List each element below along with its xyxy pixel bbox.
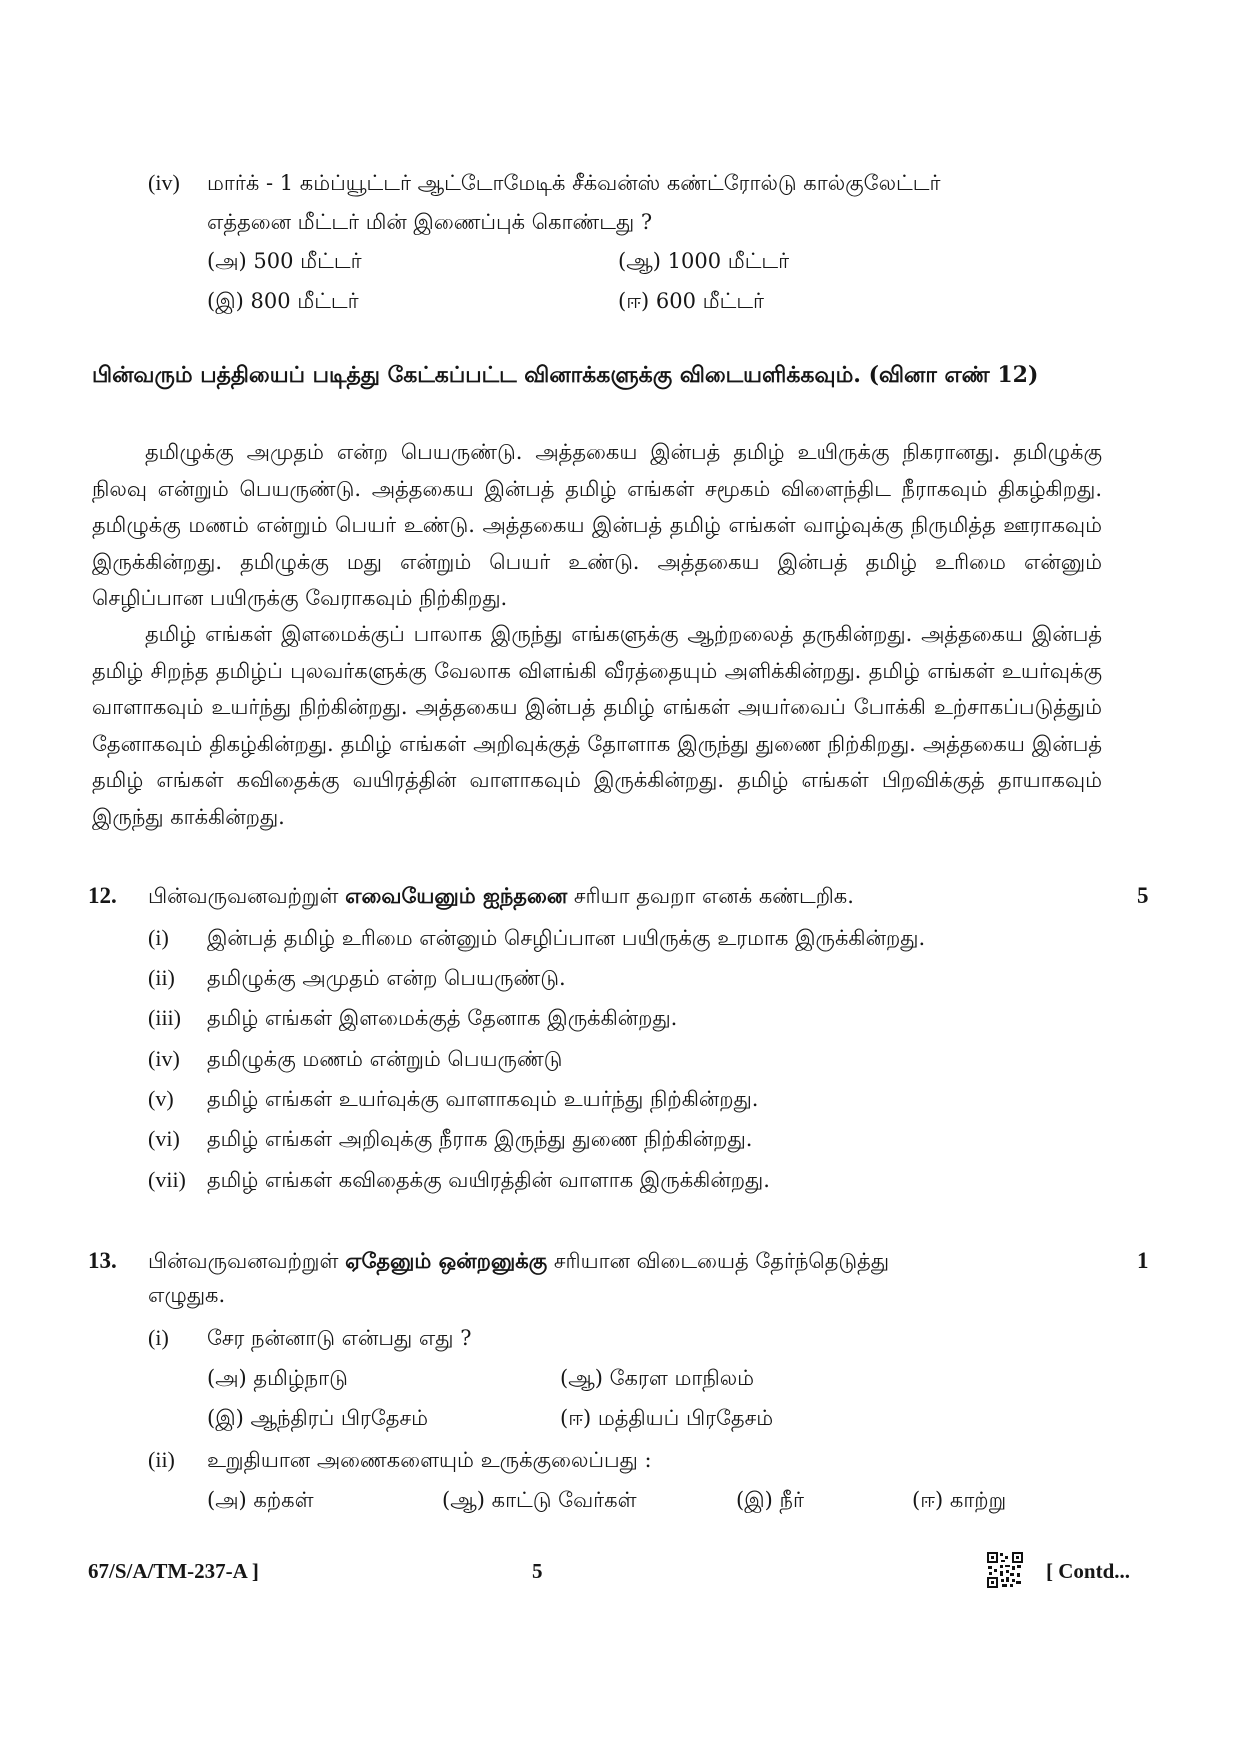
q13-ii-option-i: [736, 1487, 804, 1513]
option-text: நீர்: [779, 1488, 804, 1512]
q12-prompt: [148, 883, 854, 909]
option-label: (இ): [207, 1406, 244, 1430]
option-label: (ஆ): [560, 1366, 603, 1390]
q12-item-text: தமிழ் எங்கள் இளமைக்குத் தேனாக இருக்கின்றது.: [207, 1006, 678, 1030]
option-label: (ஈ): [618, 289, 650, 313]
q13-prompt: [148, 1248, 889, 1274]
q13-i-option-aa: [560, 1365, 754, 1391]
q11-iv-text-line2: எத்தனை மீட்டர் மின் இணைப்புக் கொண்டது ?: [207, 210, 653, 234]
q13-i-option-i: [207, 1405, 428, 1431]
q13-prompt-suffix: சரியான விடையைத் தேர்ந்தெடுத்து: [547, 1249, 890, 1273]
q12-prompt-prefix: பின்வருவனவற்றுள்: [148, 884, 346, 908]
q13-ii-label: (ii): [148, 1447, 175, 1472]
q12-prompt-suffix: சரியா தவறா எனக் கண்டறிக.: [567, 884, 854, 908]
option-label: (ஆ): [442, 1488, 485, 1512]
q13-ii-option-a: [207, 1487, 314, 1513]
q13-ii-text: உறுதியான அணைகளையும் உருக்குலைப்பது :: [207, 1448, 652, 1472]
q12-item-text: தமிழுக்கு அமுதம் என்ற பெயருண்டு.: [207, 966, 566, 990]
option-text: 600 மீட்டர்: [655, 289, 765, 313]
option-label: (அ): [207, 1488, 247, 1512]
qr-code-graphic: [986, 1551, 1024, 1589]
q11-option-ii: [618, 288, 764, 314]
option-text: கேரள மாநிலம்: [609, 1366, 755, 1390]
paper-code: 67/S/A/TM-237-A ]: [88, 1559, 259, 1583]
q12-item-text: தமிழ் எங்கள் அறிவுக்கு நீராக இருந்து துணை நிற்கின்றது.: [207, 1127, 753, 1151]
q12-item-label: (i): [148, 925, 169, 950]
option-text: மத்தியப் பிரதேசம்: [597, 1406, 774, 1430]
qr-code-icon: [986, 1551, 1024, 1589]
option-text: தமிழ்நாடு: [253, 1366, 348, 1390]
continued-label: [ Contd...: [1046, 1559, 1131, 1583]
q12-item-label: (vii): [148, 1167, 186, 1192]
q13-ii-option-aa: [442, 1487, 637, 1513]
q12-item-label: (iv): [148, 1046, 180, 1071]
option-label: (அ): [207, 249, 247, 273]
option-text: காட்டு வேர்கள்: [491, 1488, 637, 1512]
q12-item-label: (iii): [148, 1005, 181, 1030]
q11-option-a: [207, 248, 362, 274]
q13-i-text: சேர நன்னாடு என்பது எது ?: [207, 1326, 472, 1350]
q12-item-text: தமிழுக்கு மணம் என்றும் பெயருண்டு: [207, 1047, 563, 1071]
question-number: 12.: [88, 883, 117, 908]
option-text: கற்கள்: [253, 1488, 314, 1512]
q11-option-i: [207, 288, 359, 314]
option-label: (ஈ): [560, 1406, 592, 1430]
q13-prompt-prefix: பின்வருவனவற்றுள்: [148, 1249, 346, 1273]
q12-item-text: தமிழ் எங்கள் கவிதைக்கு வயிரத்தின் வாளாக இருக்கின்றது.: [207, 1168, 770, 1192]
q13-prompt-bold: ஏதேனும் ஒன்றனுக்கு: [345, 1248, 548, 1273]
q11-iv-text-line1: மார்க் - 1 கம்ப்யூட்டர் ஆட்டோமேடிக் சீக்வன்ஸ் கண்ட்ரோல்டு கால்குலேட்டர்: [207, 171, 941, 195]
option-label: (ஆ): [618, 249, 661, 273]
passage-paragraph-2: தமிழ் எங்கள் இளமைக்குப் பாலாக இருந்து எங்களுக்கு ஆற்றலைத் தருகின்றது. அத்தகைய இன்பத் தமிழ் சிறந்த தமிழ்ப் புலவர்களுக்கு வேலாக விளங்கி வீரத்தையும் அளிக்கின்றது. தமிழ் எங்கள் உயர்வுக்கு வாளாகவும் உயர்ந்து நிற்கின்றது. அத்தகைய இன்பத் தமிழ் எங்கள் அயர்வைப் போக்கி உற்சாகப்படுத்தும் தேனாகவும் திகழ்கின்றது. தமிழ் எங்கள் அறிவுக்குத் தோளாக இருந்து துணை நிற்கிறது. அத்தகைய இன்பத் தமிழ் எங்கள் கவிதைக்கு வயிரத்தின் வாளாகவும் இருக்கின்றது. தமிழ் எங்கள் பிறவிக்குத் தாயாகவும் இருந்து காக்கின்றது.: [92, 622, 1102, 829]
marks: 1: [1137, 1248, 1149, 1273]
q12-item-label: (vi): [148, 1126, 180, 1151]
q12-prompt-bold: எவையேனும் ஐந்தனை: [345, 883, 568, 908]
question-number: 13.: [88, 1248, 117, 1273]
q11-option-aa: [618, 248, 789, 274]
option-label: (இ): [207, 289, 244, 313]
passage-paragraph-1: தமிழுக்கு அமுதம் என்ற பெயருண்டு. அத்தகைய இன்பத் தமிழ் உயிருக்கு நிகரானது. தமிழுக்கு நிலவு என்றும் பெயருண்டு. அத்தகைய இன்பத் தமிழ் எங்கள் சமூகம் விளைந்திட நீராகவும் திகழ்கிறது. தமிழுக்கு மணம் என்றும் பெயர் உண்டு. அத்தகைய இன்பத் தமிழ் எங்கள் வாழ்வுக்கு நிருமித்த ஊராகவும் இருக்கின்றது. தமிழுக்கு மது என்றும் பெயர் உண்டு. அத்தகைய இன்பத் தமிழ் உரிமை என்னும் செழிப்பான பயிருக்கு வேராகவும் நிற்கிறது.: [92, 440, 1102, 610]
q13-ii-option-ii: [912, 1487, 1006, 1513]
page-number: 5: [532, 1559, 543, 1583]
passage-heading: பின்வரும் பத்தியைப் படித்து கேட்கப்பட்ட வினாக்களுக்கு விடையளிக்கவும். (வினா எண் 12): [92, 362, 1039, 388]
option-label: (ஈ): [912, 1488, 944, 1512]
marks: 5: [1137, 883, 1149, 908]
option-text: 800 மீட்டர்: [250, 289, 359, 313]
option-label: (அ): [207, 1366, 247, 1390]
q12-item-label: (ii): [148, 965, 175, 990]
q12-item-label: (v): [148, 1086, 174, 1111]
option-text: 1000 மீட்டர்: [667, 249, 790, 273]
option-label: (இ): [736, 1488, 773, 1512]
option-text: 500 மீட்டர்: [253, 249, 362, 273]
q13-i-option-ii: [560, 1405, 773, 1431]
q13-i-option-a: [207, 1365, 348, 1391]
q13-prompt-line2: எழுதுக.: [148, 1283, 226, 1307]
q13-i-label: (i): [148, 1325, 169, 1350]
option-text: ஆந்திரப் பிரதேசம்: [250, 1406, 429, 1430]
q11-iv-label: (iv): [148, 170, 180, 195]
q12-item-text: தமிழ் எங்கள் உயர்வுக்கு வாளாகவும் உயர்ந்து நிற்கின்றது.: [207, 1087, 759, 1111]
q12-item-text: இன்பத் தமிழ் உரிமை என்னும் செழிப்பான பயிருக்கு உரமாக இருக்கின்றது.: [207, 926, 926, 950]
option-text: காற்று: [949, 1488, 1007, 1512]
